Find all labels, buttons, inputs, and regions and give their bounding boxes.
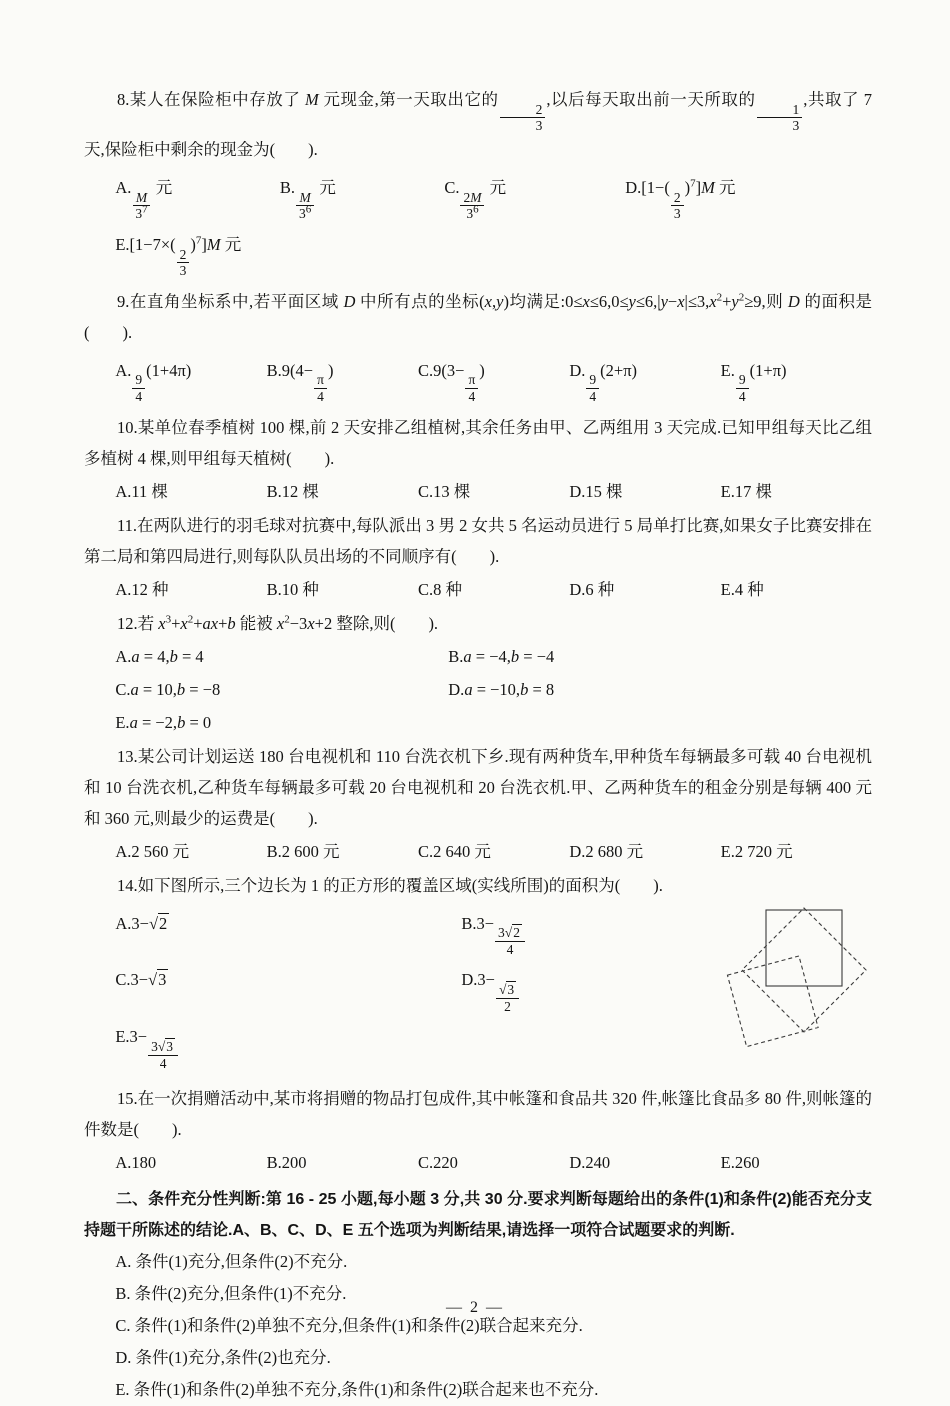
option-c: C.220: [418, 1152, 458, 1172]
option-d: D. $\frac{9}{4}$ (2+π): [569, 360, 638, 404]
option-b: B.200: [266, 1152, 307, 1172]
option-d: D.2 680 元: [569, 841, 644, 861]
question-15-options-row: [84, 1147, 872, 1178]
option-d: D.6 种: [569, 579, 615, 599]
option-a: A.3−√2: [115, 913, 168, 933]
option-a: A. $\frac{M}{3^7}$ 元: [115, 177, 173, 222]
option-a: A.12 种: [115, 579, 169, 599]
question-14-options-row-1: [84, 908, 704, 958]
question-14-options-row-2: [84, 964, 704, 1014]
option-d: D.15 棵: [569, 481, 623, 501]
option-b: B.12 棵: [266, 481, 319, 501]
question-8-stem: 8.某人在保险柜中存放了 M 元现金,第一天取出它的 $\frac{2}{3}$ ,以后每天取出前一天所取的 $\frac{1}{3}$ ,共取了 7 天,保险柜中剩余的现金为( ).: [84, 90, 873, 159]
option-e: E.3− $\frac{3√3}{4}$: [115, 1027, 179, 1046]
question-13-stem: 13.某公司计划运送 180 台电视机和 110 台洗衣机下乡.现有两种货车,甲种货车每辆最多可载 40 台电视机和 10 台洗衣机,乙种货车每辆最多可载 20 台电视机和 20 台洗衣机.甲、乙两种货车的租金分别是每辆 400 元和 360 元,则最少的运费是( ).: [84, 746, 872, 828]
question-12-stem: 12.若 $x^3+x^2+ax+b$ 能被 $x^2-3x+2$ 整除,则( ).: [117, 613, 439, 633]
section-2-header: 二、条件充分性判断:第 16 - 25 小题,每小题 3 分,共 30 分.要求判断每题给出的条件(1)和条件(2)能否充分支持题干所陈述的结论.A、B、C、D、E 五个选项为判断结果,请选择一项符合试题要求的判断.: [84, 1190, 872, 1239]
option-a: A.a = 4,b = 4: [115, 646, 204, 666]
question-15-stem: 15.在一次捐赠活动中,某市将捐赠的物品打包成件,其中帐篷和食品共 320 件,帐篷比食品多 80 件,则帐篷的件数是( ).: [84, 1088, 872, 1139]
option-a: A.2 560 元: [115, 841, 190, 861]
question-13-options-row: [84, 836, 872, 867]
option-b: B.a = −4,b = −4: [448, 646, 555, 666]
question-10-stem: 10.某单位春季植树 100 棵,前 2 天安排乙组植树,其余任务由甲、乙两组用 3 天完成.已知甲组每天比乙组多植树 4 棵,则甲组每天植树( ).: [84, 417, 872, 468]
option-b: B.10 种: [266, 579, 319, 599]
option-c: C.8 种: [418, 579, 463, 599]
question-9-stem: 9.在直角坐标系中,若平面区域 D 中所有点的坐标(x,y)均满足$:0\le x\le 6,0\le y\le 6,|y-x|\le 3,x^2+y^2\ge 9$,则 D 的面积是( ).: [84, 291, 873, 342]
option-c: C. $\frac{2M}{3^6}$ 元: [444, 177, 507, 222]
question-11-stem: 11.在两队进行的羽毛球对抗赛中,每队派出 3 男 2 女共 5 名运动员进行 5 局单打比赛,如果女子比赛安排在第二局和第四局进行,则每队队员出场的不同顺序有( ).: [84, 515, 872, 566]
question-15: [84, 1083, 872, 1178]
question-8-options-row-2: [84, 229, 872, 279]
option-d: D.3− $\frac{√3}{2}$: [461, 964, 704, 1014]
option-d: D.240: [569, 1152, 611, 1172]
option-e: E.4 种: [720, 579, 764, 599]
option-e: E.a = −2,b = 0: [115, 712, 212, 732]
question-14-options-row-3: [84, 1021, 704, 1071]
question-14-body: [84, 908, 872, 1080]
option-b: B.9(4− $\frac{\pi}{4}$ ): [266, 360, 334, 404]
option-d: D.[1−( $\frac{2}{3}$ )$^7$]M 元: [625, 177, 736, 222]
question-14-stem: 14.如下图所示,三个边长为 1 的正方形的覆盖区域(实线所围)的面积为( ).: [117, 875, 663, 895]
option-a: A.180: [115, 1152, 157, 1172]
option-e: E.17 棵: [720, 481, 772, 501]
option-e: E.[1−7×( $\frac{2}{3}$ )$^7$]M 元: [115, 234, 242, 279]
question-10: [84, 412, 872, 507]
judgment-option-e: E. 条件(1)和条件(2)单独不充分,条件(1)和条件(2)联合起来也不充分.: [115, 1379, 599, 1399]
figure-overlapping-squares: [708, 906, 876, 1048]
question-8-options-row-1: [84, 172, 872, 222]
question-8: [84, 84, 872, 279]
option-b: B. $\frac{M}{3^6}$ 元: [279, 177, 336, 222]
option-c: C.3−√3: [115, 970, 167, 990]
question-12-options-row-1: [84, 641, 872, 672]
question-11: [84, 510, 872, 605]
option-c: C.a = 10,b = −8: [115, 679, 221, 699]
judgment-option-b: B. 条件(2)充分,但条件(1)不充分.: [115, 1283, 347, 1303]
judgment-option-c: C. 条件(1)和条件(2)单独不充分,但条件(1)和条件(2)联合起来充分.: [115, 1315, 583, 1335]
option-c: C.13 棵: [418, 481, 471, 501]
question-11-options-row: [84, 574, 872, 605]
option-e: E.260: [720, 1152, 760, 1172]
question-13: [84, 741, 872, 867]
question-9: [84, 286, 872, 405]
judgment-option-d: D. 条件(1)充分,条件(2)也充分.: [115, 1347, 331, 1367]
option-b: B.3− $\frac{3√2}{4}$: [461, 908, 704, 958]
question-10-options-row: [84, 476, 872, 507]
question-12: [84, 608, 872, 738]
section-2: [84, 1184, 872, 1406]
question-9-options-row: [84, 355, 872, 405]
option-e: E.2 720 元: [720, 841, 793, 861]
option-e: E. $\frac{9}{4}$ (1+π): [720, 360, 787, 404]
option-d: D.a = −10,b = 8: [448, 679, 555, 699]
question-12-options-row-3: [84, 707, 872, 738]
question-14: [84, 870, 872, 1080]
option-a: A.11 棵: [115, 481, 168, 501]
option-c: C.9(3− $\frac{\pi}{4}$ ): [418, 360, 485, 404]
page-number: — 2 —: [446, 1299, 504, 1316]
option-b: B.2 600 元: [266, 841, 340, 861]
judgment-option-a: A. 条件(1)充分,但条件(2)不充分.: [115, 1251, 348, 1271]
option-c: C.2 640 元: [418, 841, 491, 861]
question-12-options-row-2: [84, 674, 872, 705]
question-14-options: [84, 908, 704, 1072]
option-a: A. $\frac{9}{4}$ (1+4π): [115, 360, 192, 404]
